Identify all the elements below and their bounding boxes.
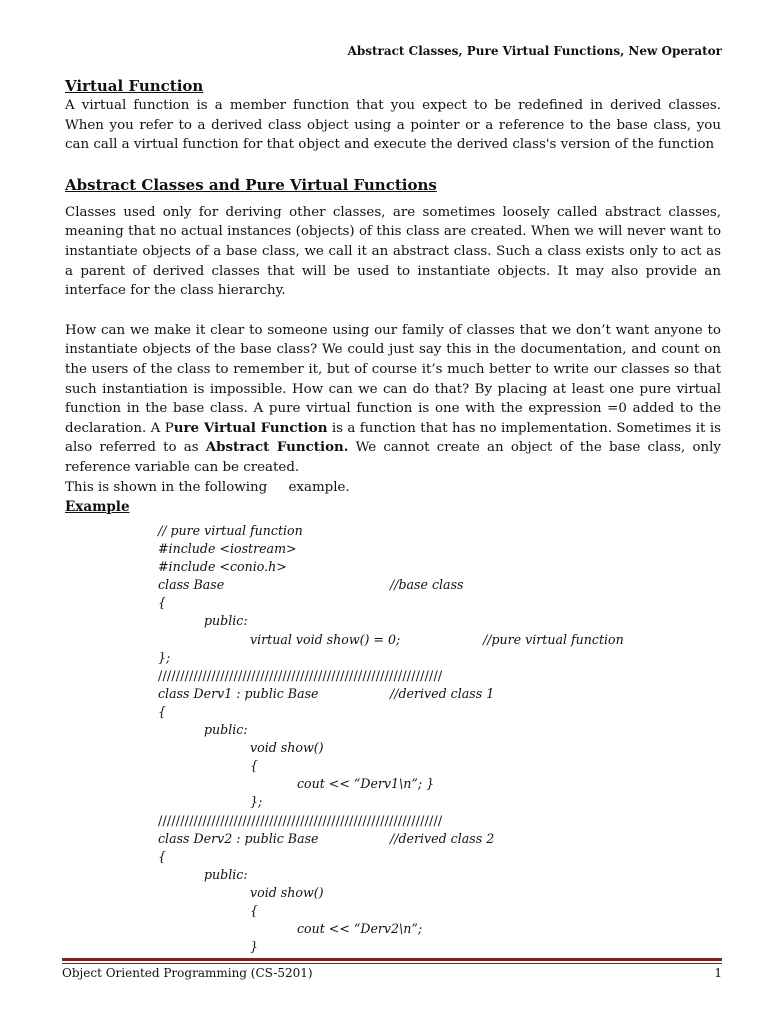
code-text: virtual void show() = 0; bbox=[250, 631, 401, 647]
code-text: class Derv2 : public Base bbox=[158, 830, 319, 846]
code-line bbox=[158, 576, 638, 594]
page-body bbox=[65, 76, 721, 517]
heading-virtual-function: Virtual Function bbox=[65, 77, 204, 95]
code-line bbox=[158, 830, 638, 848]
code-line: { bbox=[158, 595, 167, 611]
footer-course-title: Object Oriented Programming (CS-5201) bbox=[62, 966, 313, 980]
abstract-classes-paragraph-1: Classes used only for deriving other classes, are sometimes loosely called abstract classes, meaning that no actual instances (objects) of this class are created. When we will never want to instantiate objects of a base class, we call it an abstract class. Such a class exists only to act as a parent of derived classes that will be used to instantiate objects. It may also provide an interface for the class hierarchy. bbox=[65, 204, 721, 299]
code-line: }; bbox=[250, 794, 263, 810]
code-line: { bbox=[250, 902, 259, 918]
code-line: }; bbox=[158, 649, 171, 665]
code-line: // pure virtual function bbox=[158, 523, 303, 538]
footer-divider bbox=[62, 958, 722, 964]
code-line: void show() bbox=[250, 740, 324, 756]
code-listing bbox=[158, 522, 638, 956]
code-line: void show() bbox=[250, 884, 324, 900]
abstract-classes-paragraph-2 bbox=[65, 321, 721, 478]
running-header: Abstract Classes, Pure Virtual Functions, New Operator bbox=[347, 44, 722, 58]
code-line: { bbox=[250, 758, 259, 774]
para2-text-b: is a function that has no implementation. Sometimes it is also referred to as bbox=[65, 420, 721, 456]
code-line: #include <iostream> bbox=[158, 541, 297, 557]
code-line: public: bbox=[204, 866, 248, 882]
para2-text-a: How can we make it clear to someone using our family of classes that we don’t want anyone to instantiate objects of the base class? We could just say this in the documentation, and count on the users of the class to remember it, but of course it’s much better to write our classes so that such instantiation is impossible. How can we can do that? By placing at least one pure virtual function in the base class. A pure virtual function is one with the expression =0 added to the declaration. A P bbox=[65, 322, 721, 436]
code-line: cout << “Derv2\n”; bbox=[297, 921, 423, 937]
code-line bbox=[158, 631, 638, 649]
code-separator: //////////////////////////////////////////////////////////////// bbox=[158, 812, 443, 828]
shown-line: This is shown in the following example. bbox=[65, 479, 350, 495]
code-line: } bbox=[250, 939, 259, 955]
virtual-function-paragraph: A virtual function is a member function that you expect to be redefined in derived classes. When you refer to a derived class object using a pointer or a reference to the base class, you can call a virtual function for that object and execute the derived class's version of the function bbox=[65, 98, 721, 153]
code-comment: //derived class 2 bbox=[390, 830, 495, 846]
abstract-function-term: Abstract Function. bbox=[205, 439, 349, 456]
code-text: class Base bbox=[158, 577, 225, 593]
example-heading: Example bbox=[65, 499, 130, 516]
code-comment: //base class bbox=[390, 577, 464, 593]
code-line: public: bbox=[204, 722, 248, 738]
para2-text-c: We cannot create an object of the base class, only reference variable can be created. bbox=[65, 440, 721, 475]
code-line: #include <conio.h> bbox=[158, 559, 287, 575]
code-line: public: bbox=[204, 613, 248, 629]
code-line bbox=[158, 685, 638, 703]
heading-abstract-classes: Abstract Classes and Pure Virtual Functions bbox=[65, 175, 437, 194]
pure-virtual-function-term: ure Virtual Function bbox=[173, 419, 328, 436]
code-line: cout << “Derv1\n”; } bbox=[297, 776, 435, 792]
page-number: 1 bbox=[714, 966, 722, 980]
code-text: class Derv1 : public Base bbox=[158, 685, 319, 701]
code-line: { bbox=[158, 848, 167, 864]
code-comment: //pure virtual function bbox=[483, 631, 624, 647]
code-line: { bbox=[158, 703, 167, 719]
code-comment: //derived class 1 bbox=[390, 685, 495, 701]
code-separator: //////////////////////////////////////////////////////////////// bbox=[158, 667, 443, 683]
